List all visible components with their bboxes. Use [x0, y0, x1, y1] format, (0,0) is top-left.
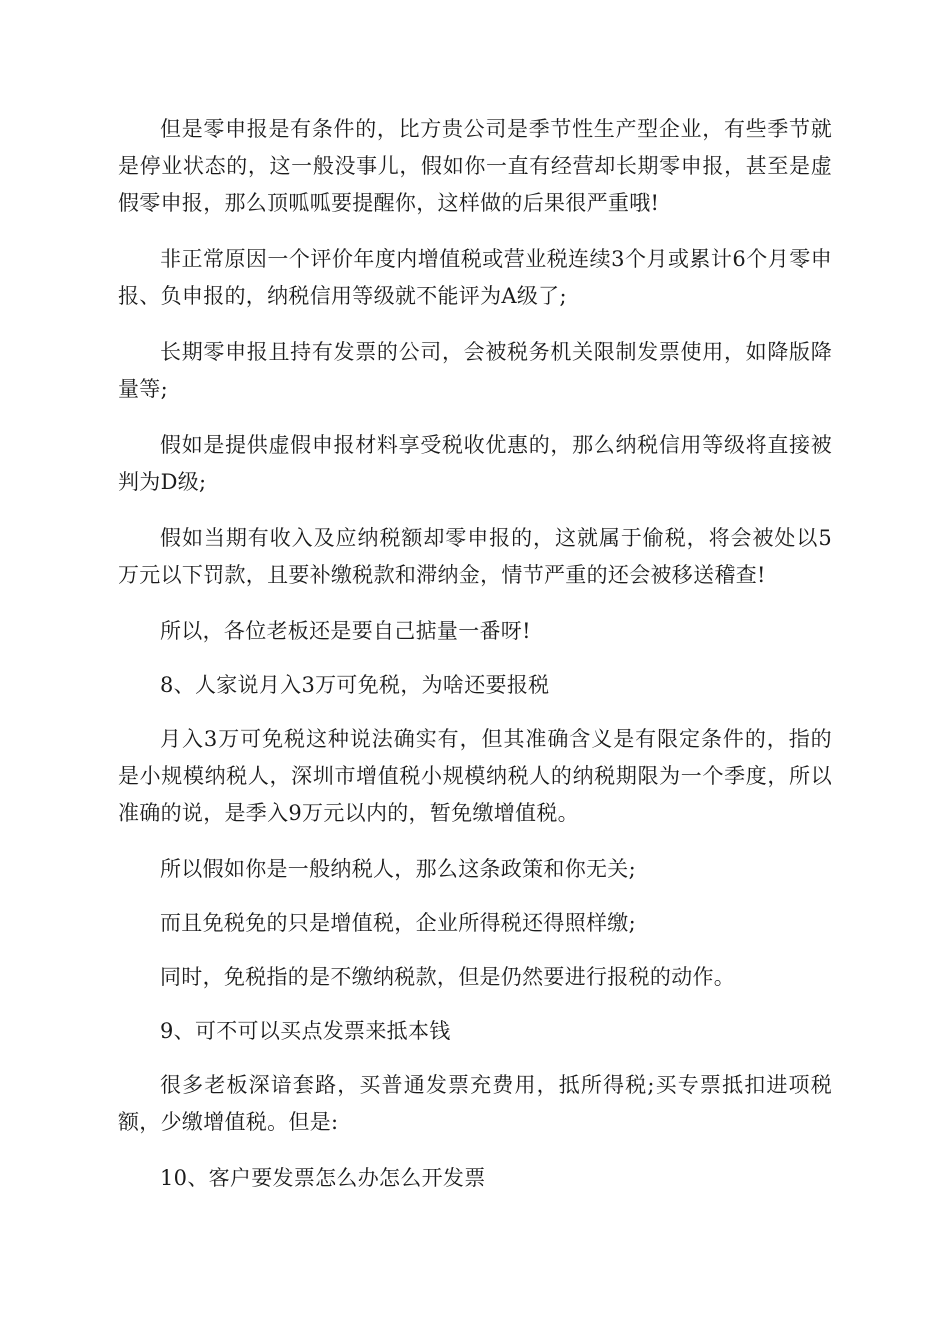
- paragraph: 假如当期有收入及应纳税额却零申报的，这就属于偷税，将会被处以5万元以下罚款，且要补缴税款和滞纳金，情节严重的还会被移送稽查!: [118, 526, 832, 587]
- paragraph: 所以，各位老板还是要自己掂量一番呀!: [160, 619, 531, 643]
- paragraph: 月入3万可免税这种说法确实有，但其准确含义是有限定条件的，指的是小规模纳税人，深圳市增值税小规模纳税人的纳税期限为一个季度，所以准确的说，是季入9万元以内的，暂免缴增值税。: [118, 727, 832, 825]
- document-body: [118, 111, 832, 1216]
- paragraph: 但是零申报是有条件的，比方贵公司是季节性生产型企业，有些季节就是停业状态的，这一般没事儿，假如你一直有经营却长期零申报，甚至是虚假零申报，那么顶呱呱要提醒你，这样做的后果很严重哦!: [118, 117, 832, 215]
- section-heading: 9、可不可以买点发票来抵本钱: [160, 1019, 451, 1043]
- section-heading: 8、人家说月入3万可免税，为啥还要报税: [160, 673, 550, 697]
- paragraph: 非正常原因一个评价年度内增值税或营业税连续3个月或累计6个月零申报、负申报的，纳税信用等级就不能评为A级了;: [118, 247, 832, 308]
- paragraph: 所以假如你是一般纳税人，那么这条政策和你无关;: [160, 857, 636, 881]
- paragraph: 很多老板深谙套路，买普通发票充费用，抵所得税;买专票抵扣进项税额，少缴增值税。但是:: [118, 1073, 832, 1134]
- paragraph: 假如是提供虚假申报材料享受税收优惠的，那么纳税信用等级将直接被判为D级;: [118, 433, 832, 494]
- paragraph: 长期零申报且持有发票的公司，会被税务机关限制发票使用，如降版降量等;: [118, 340, 832, 401]
- paragraph: 同时，免税指的是不缴纳税款，但是仍然要进行报税的动作。: [160, 965, 736, 989]
- paragraph: 而且免税免的只是增值税，企业所得税还得照样缴;: [160, 911, 636, 935]
- section-heading: 10、客户要发票怎么办怎么开发票: [160, 1166, 486, 1190]
